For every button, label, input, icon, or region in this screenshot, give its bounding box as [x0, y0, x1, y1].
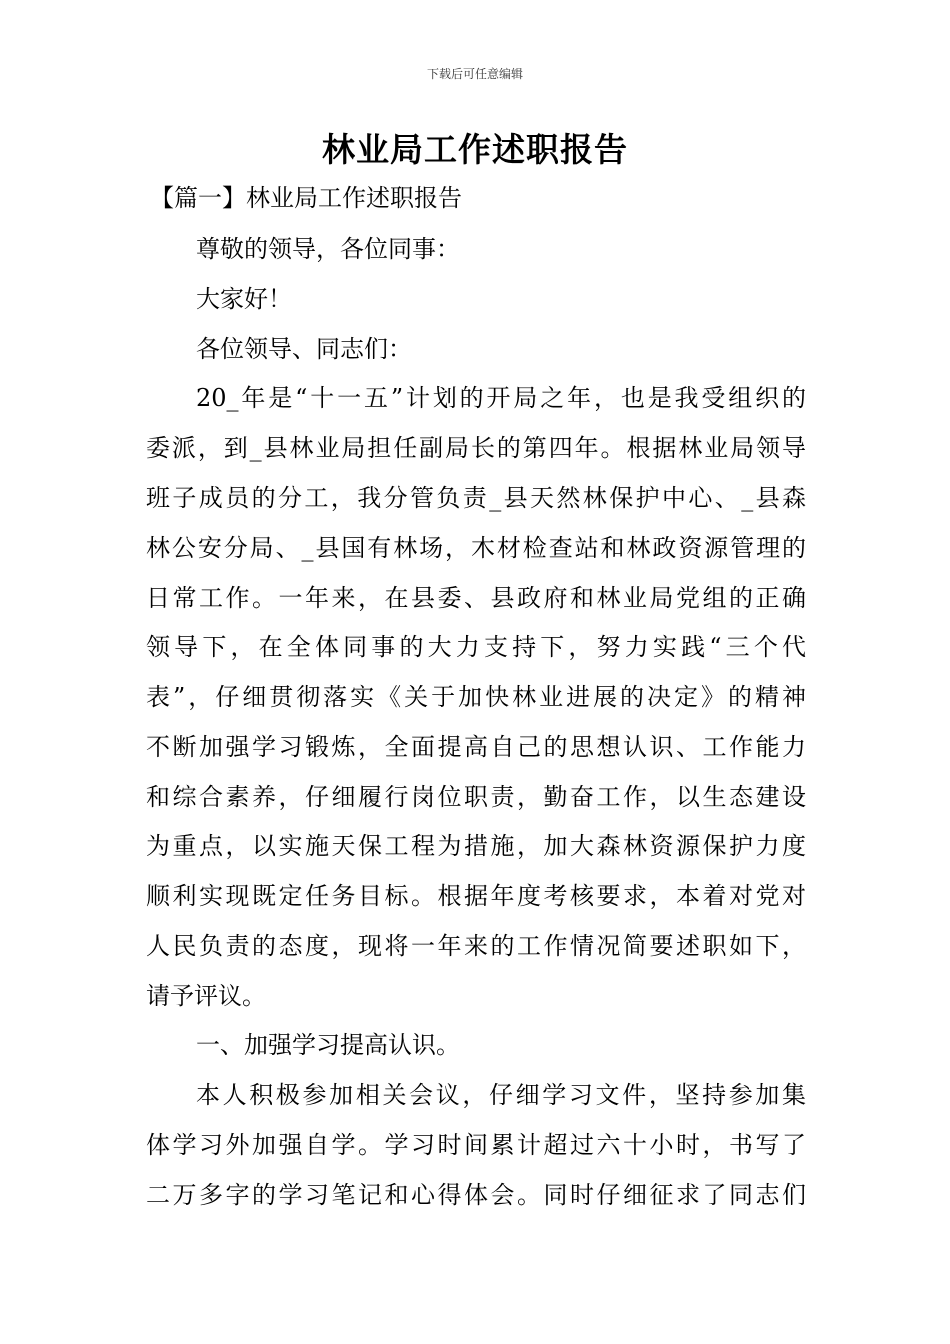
subsection-heading: 一、加强学习提高认识。 — [196, 1031, 460, 1059]
paragraph-line: 本人积极参加相关会议，仔细学习文件，坚持参加集 — [196, 1081, 806, 1109]
paragraph-line: 日常工作。一年来，在县委、县政府和林业局党组的正确 — [146, 584, 806, 612]
paragraph-line: 表”，仔细贯彻落实《关于加快林业进展的决定》的精神 — [146, 683, 806, 711]
section-heading: 【篇一】林业局工作述职报告 — [150, 184, 462, 212]
paragraph-line: 不断加强学习锻炼，全面提高自己的思想认识、工作能力 — [146, 733, 806, 761]
paragraph-line: 20_年是“十一五”计划的开局之年，也是我受组织的 — [196, 384, 806, 412]
paragraph-line: 委派，到_县林业局担任副局长的第四年。根据林业局领导 — [146, 434, 806, 462]
paragraph-line: 为重点，以实施天保工程为措施，加大森林资源保护力度 — [146, 832, 806, 860]
paragraph-line: 体学习外加强自学。学习时间累计超过六十小时，书写了 — [146, 1131, 806, 1159]
paragraph-line: 林公安分局、_县国有林场，木材检查站和林政资源管理的 — [146, 534, 806, 562]
paragraph-line: 和综合素养，仔细履行岗位职责，勤奋工作，以生态建设 — [146, 783, 806, 811]
paragraph-line: 班子成员的分工，我分管负责_县天然林保护中心、_县森 — [146, 484, 806, 512]
address-line: 各位领导、同志们： — [196, 335, 412, 363]
paragraph-line: 领导下，在全体同事的大力支持下，努力实践“三个代 — [146, 633, 806, 661]
document-title: 林业局工作述职报告 — [322, 130, 628, 169]
paragraph-line: 请予评议。 — [146, 982, 266, 1010]
salutation-line: 尊敬的领导，各位同事： — [196, 235, 460, 263]
paragraph-line: 顺利实现既定任务目标。根据年度考核要求，本着对党对 — [146, 882, 806, 910]
paragraph-line: 人民负责的态度，现将一年来的工作情况简要述职如下， — [146, 932, 806, 960]
paragraph-line: 二万多字的学习笔记和心得体会。同时仔细征求了同志们 — [146, 1181, 806, 1209]
header-note: 下载后可任意编辑 — [426, 67, 523, 81]
greeting-line: 大家好！ — [196, 285, 292, 313]
